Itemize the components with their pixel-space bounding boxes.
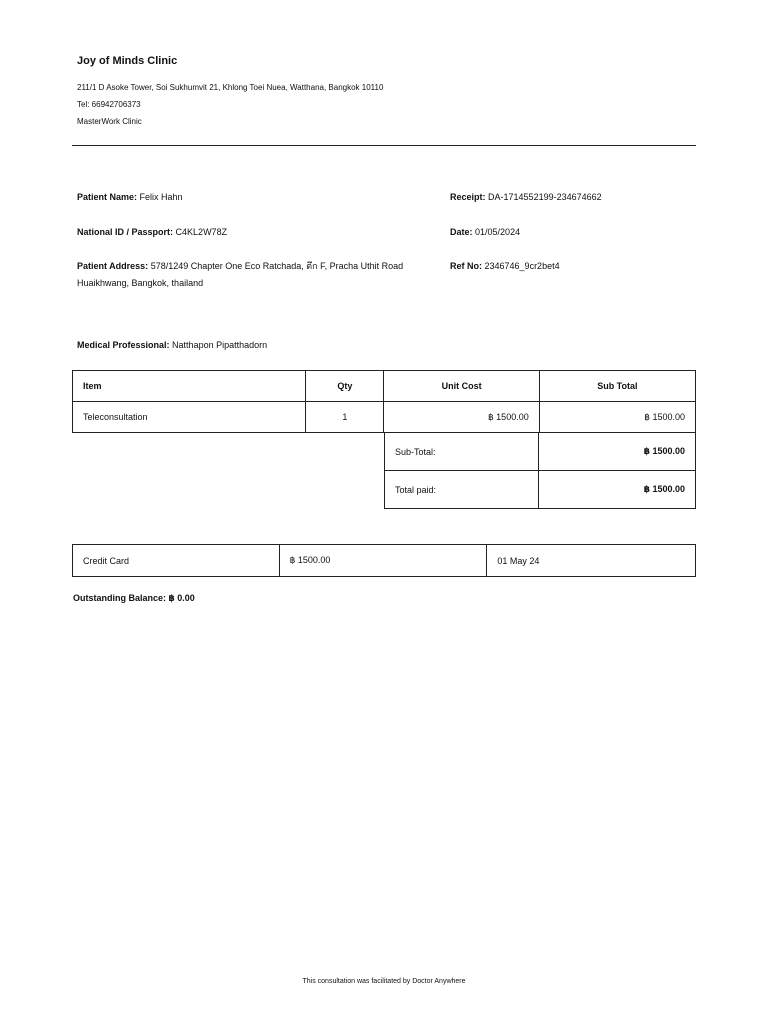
date-field <box>450 224 520 241</box>
clinic-address: 211/1 D Asoke Tower, Soi Sukhumvit 21, Khlong Toei Nuea, Watthana, Bangkok 10110 <box>77 83 384 92</box>
date-label: Date: <box>450 227 473 237</box>
medical-professional-label: Medical Professional: <box>77 340 170 350</box>
outstanding-balance: Outstanding Balance: ฿ 0.00 <box>73 593 195 603</box>
item-qty: 1 <box>306 402 384 433</box>
header-qty: Qty <box>306 371 384 402</box>
patient-name-field <box>77 189 183 206</box>
medical-professional-field <box>77 337 267 354</box>
items-table <box>72 370 696 433</box>
ref-label: Ref No: <box>450 261 482 271</box>
header-item: Item <box>73 371 306 402</box>
receipt-field <box>450 189 602 206</box>
subtotal-label: Sub-Total: <box>385 433 539 471</box>
payment-row <box>73 545 696 577</box>
ref-field <box>450 258 560 275</box>
date-value: 01/05/2024 <box>475 227 521 237</box>
receipt-number: DA-1714552199-234674662 <box>488 192 602 202</box>
totals-table <box>384 432 696 509</box>
item-unit-cost: ฿ 1500.00 <box>384 402 539 433</box>
total-paid-label: Total paid: <box>385 471 539 509</box>
total-paid-value: ฿ 1500.00 <box>539 471 696 509</box>
medical-professional-name: Natthapon Pipatthadorn <box>172 340 268 350</box>
payments-table <box>72 544 696 577</box>
clinic-name: Joy of Minds Clinic <box>77 55 178 67</box>
header-unit-cost: Unit Cost <box>384 371 539 402</box>
patient-name-label: Patient Name: <box>77 192 138 202</box>
payment-method: Credit Card <box>73 545 280 577</box>
table-row <box>73 402 696 433</box>
patient-id-label: National ID / Passport: <box>77 227 174 237</box>
patient-name-value: Felix Hahn <box>139 192 183 202</box>
item-sub-total: ฿ 1500.00 <box>539 402 695 433</box>
items-header-row <box>73 371 696 402</box>
payment-date: 01 May 24 <box>487 545 696 577</box>
patient-id-value: C4KL2W78Z <box>175 227 228 237</box>
patient-address-line2: Huaikhwang, Bangkok, thailand <box>77 278 204 288</box>
header-divider <box>72 145 696 146</box>
patient-address-line1: 578/1249 Chapter One Eco Ratchada, ตึก F, Pracha Uthit Road <box>150 261 404 271</box>
patient-id-field <box>77 224 227 241</box>
subtotal-row <box>385 433 696 471</box>
payment-amount: ฿ 1500.00 <box>279 545 487 577</box>
footer-note: This consultation was facilitated by Doctor Anywhere <box>302 978 466 985</box>
total-paid-row <box>385 471 696 509</box>
ref-value: 2346746_9cr2bet4 <box>484 261 560 271</box>
clinic-tel: Tel: 66942706373 <box>77 100 141 109</box>
patient-address-label: Patient Address: <box>77 261 149 271</box>
item-name: Teleconsultation <box>73 402 306 433</box>
receipt-label: Receipt: <box>450 192 486 202</box>
subtotal-value: ฿ 1500.00 <box>539 433 696 471</box>
patient-address-field <box>77 258 437 292</box>
clinic-subtitle: MasterWork Clinic <box>77 117 142 126</box>
header-sub-total: Sub Total <box>539 371 695 402</box>
